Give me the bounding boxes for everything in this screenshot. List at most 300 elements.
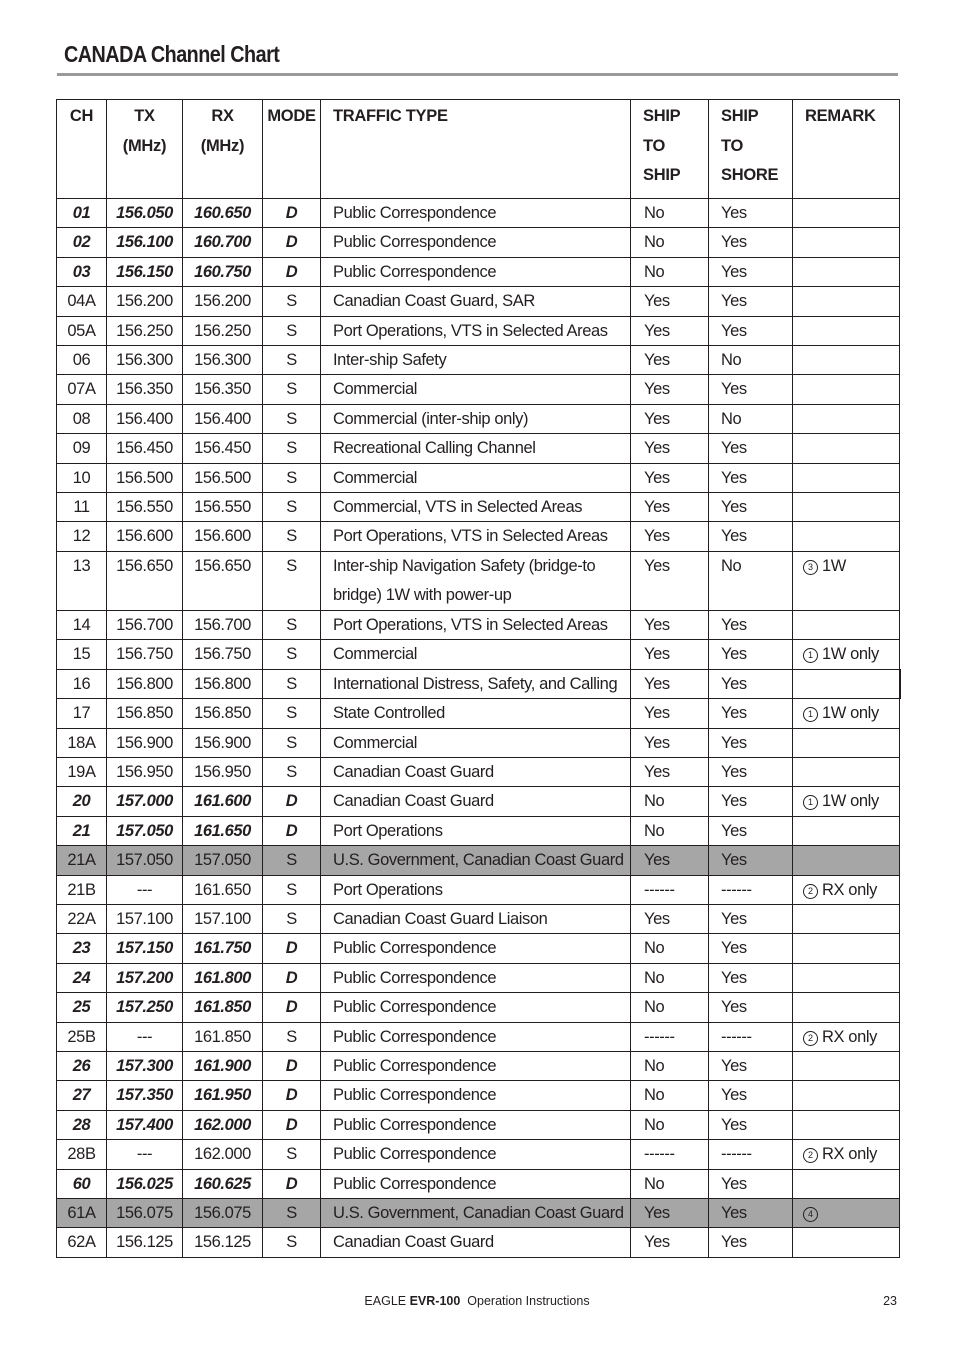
cell-channel: 05A xyxy=(57,316,107,345)
cell-rx-frequency: 161.850 xyxy=(183,1022,263,1051)
cell-ship-to-shore: Yes xyxy=(709,904,793,933)
table-row xyxy=(57,199,900,228)
cell-ship-to-shore: Yes xyxy=(709,522,793,551)
footnote-circle-icon: 2 xyxy=(803,1031,818,1046)
cell-remark xyxy=(793,816,900,845)
cell-rx-frequency: 161.650 xyxy=(183,875,263,904)
cell-remark xyxy=(793,375,900,404)
cell-remark xyxy=(793,551,900,610)
header-row xyxy=(57,100,900,199)
cell-ship-to-ship: No xyxy=(631,963,709,992)
remark-text: 1W xyxy=(822,556,846,575)
cell-mode: S xyxy=(263,846,321,875)
cell-channel: 06 xyxy=(57,346,107,375)
cell-traffic-type: Public Correspondence xyxy=(321,934,631,963)
cell-rx-frequency: 162.000 xyxy=(183,1140,263,1169)
cell-ship-to-shore: Yes xyxy=(709,463,793,492)
cell-rx-frequency: 156.200 xyxy=(183,287,263,316)
cell-channel: 28B xyxy=(57,1140,107,1169)
cell-tx-frequency: 157.050 xyxy=(107,846,183,875)
cell-tx-frequency: 156.125 xyxy=(107,1228,183,1257)
table-row xyxy=(57,816,900,845)
cell-traffic-type: Inter-ship Safety xyxy=(321,346,631,375)
cell-traffic-type: Commercial xyxy=(321,375,631,404)
cell-tx-frequency: 157.300 xyxy=(107,1051,183,1080)
cell-channel: 12 xyxy=(57,522,107,551)
cell-mode: S xyxy=(263,316,321,345)
cell-mode: S xyxy=(263,1140,321,1169)
footnote-circle-icon: 1 xyxy=(803,648,818,663)
cell-traffic-type: Commercial, VTS in Selected Areas xyxy=(321,493,631,522)
cell-remark xyxy=(793,610,900,639)
footer-model: EVR-100 xyxy=(409,1294,461,1308)
cell-channel: 15 xyxy=(57,640,107,669)
cell-ship-to-shore: Yes xyxy=(709,199,793,228)
cell-ship-to-ship: Yes xyxy=(631,1228,709,1257)
cell-remark xyxy=(793,493,900,522)
cell-channel: 28 xyxy=(57,1110,107,1139)
table-row xyxy=(57,287,900,316)
table-row xyxy=(57,1051,900,1080)
table-row xyxy=(57,963,900,992)
cell-ship-to-ship: Yes xyxy=(631,463,709,492)
cell-mode: D xyxy=(263,1169,321,1198)
cell-tx-frequency: 156.800 xyxy=(107,669,183,698)
table-row xyxy=(57,875,900,904)
cell-ship-to-ship: Yes xyxy=(631,316,709,345)
cell-ship-to-ship: Yes xyxy=(631,640,709,669)
cell-ship-to-shore: Yes xyxy=(709,934,793,963)
cell-ship-to-shore: Yes xyxy=(709,610,793,639)
cell-channel: 07A xyxy=(57,375,107,404)
cell-mode: D xyxy=(263,228,321,257)
cell-traffic-type: Commercial xyxy=(321,463,631,492)
cell-rx-frequency: 160.625 xyxy=(183,1169,263,1198)
cell-channel: 25B xyxy=(57,1022,107,1051)
cell-tx-frequency: 156.350 xyxy=(107,375,183,404)
cell-ship-to-shore: ------ xyxy=(709,1140,793,1169)
table-row xyxy=(57,757,900,786)
title-underline xyxy=(57,73,898,76)
cell-channel: 21B xyxy=(57,875,107,904)
cell-remark xyxy=(793,1081,900,1110)
cell-channel: 16 xyxy=(57,669,107,698)
cell-mode: S xyxy=(263,493,321,522)
cell-ship-to-ship: Yes xyxy=(631,375,709,404)
cell-rx-frequency: 161.750 xyxy=(183,934,263,963)
cell-ship-to-shore: Yes xyxy=(709,1081,793,1110)
cell-traffic-type: Port Operations, VTS in Selected Areas xyxy=(321,316,631,345)
cell-channel: 18A xyxy=(57,728,107,757)
cell-remark xyxy=(793,934,900,963)
cell-ship-to-ship: No xyxy=(631,1081,709,1110)
cell-remark xyxy=(793,904,900,933)
cell-rx-frequency: 156.700 xyxy=(183,610,263,639)
cell-ship-to-shore: ------ xyxy=(709,875,793,904)
cell-ship-to-ship: Yes xyxy=(631,846,709,875)
header-ship-to-shore: SHIP TO SHORE xyxy=(709,100,793,199)
cell-traffic-type: Recreational Calling Channel xyxy=(321,434,631,463)
cell-mode: S xyxy=(263,640,321,669)
cell-remark xyxy=(793,787,900,816)
cell-ship-to-shore: Yes xyxy=(709,816,793,845)
cell-traffic-type: Public Correspondence xyxy=(321,1169,631,1198)
cell-ship-to-ship: ------ xyxy=(631,1140,709,1169)
cell-tx-frequency: 156.250 xyxy=(107,316,183,345)
cell-tx-frequency: --- xyxy=(107,875,183,904)
cell-mode: S xyxy=(263,669,321,698)
cell-mode: S xyxy=(263,1199,321,1228)
cell-channel: 09 xyxy=(57,434,107,463)
cell-traffic-type: Public Correspondence xyxy=(321,228,631,257)
table-row xyxy=(57,1022,900,1051)
cell-ship-to-ship: No xyxy=(631,1051,709,1080)
cell-rx-frequency: 162.000 xyxy=(183,1110,263,1139)
cell-ship-to-shore: Yes xyxy=(709,1199,793,1228)
cell-traffic-type: Public Correspondence xyxy=(321,1051,631,1080)
cell-mode: S xyxy=(263,1228,321,1257)
cell-ship-to-shore: Yes xyxy=(709,228,793,257)
cell-ship-to-shore: Yes xyxy=(709,287,793,316)
header-remark: REMARK xyxy=(793,100,900,199)
cell-traffic-type: Public Correspondence xyxy=(321,993,631,1022)
cell-mode: D xyxy=(263,1051,321,1080)
header-tx: TX (MHz) xyxy=(107,100,183,199)
cell-mode: D xyxy=(263,199,321,228)
table-row xyxy=(57,610,900,639)
cell-remark xyxy=(793,669,900,698)
cell-mode: S xyxy=(263,728,321,757)
cell-tx-frequency: 157.250 xyxy=(107,993,183,1022)
cell-mode: S xyxy=(263,463,321,492)
remark-text: 1W only xyxy=(822,645,879,664)
cell-tx-frequency: 156.900 xyxy=(107,728,183,757)
cell-rx-frequency: 161.900 xyxy=(183,1051,263,1080)
cell-traffic-type: Port Operations, VTS in Selected Areas xyxy=(321,522,631,551)
footnote-circle-icon: 2 xyxy=(803,884,818,899)
cell-traffic-type: Public Correspondence xyxy=(321,1140,631,1169)
cell-mode: D xyxy=(263,1081,321,1110)
table-row xyxy=(57,1169,900,1198)
cell-channel: 21 xyxy=(57,816,107,845)
cell-mode: S xyxy=(263,346,321,375)
cell-mode: D xyxy=(263,816,321,845)
cell-tx-frequency: 157.400 xyxy=(107,1110,183,1139)
table-row xyxy=(57,493,900,522)
cell-ship-to-ship: Yes xyxy=(631,610,709,639)
cell-mode: S xyxy=(263,757,321,786)
cell-ship-to-shore: Yes xyxy=(709,375,793,404)
header-mode: MODE xyxy=(263,100,321,199)
cell-ship-to-ship: No xyxy=(631,1110,709,1139)
cell-traffic-type: Public Correspondence xyxy=(321,1081,631,1110)
cell-tx-frequency: 157.000 xyxy=(107,787,183,816)
cell-remark xyxy=(793,1022,900,1051)
remark-text: 1W only xyxy=(822,704,879,723)
cell-mode: S xyxy=(263,287,321,316)
cell-remark xyxy=(793,346,900,375)
cell-channel: 04A xyxy=(57,287,107,316)
footer-brand: EAGLE xyxy=(364,1294,407,1308)
cell-ship-to-ship: Yes xyxy=(631,522,709,551)
table-row xyxy=(57,434,900,463)
cell-tx-frequency: 156.750 xyxy=(107,640,183,669)
cell-ship-to-shore: Yes xyxy=(709,316,793,345)
cell-ship-to-shore: Yes xyxy=(709,1169,793,1198)
table-row xyxy=(57,228,900,257)
cell-rx-frequency: 156.125 xyxy=(183,1228,263,1257)
cell-tx-frequency: 156.200 xyxy=(107,287,183,316)
cell-channel: 14 xyxy=(57,610,107,639)
cell-channel: 24 xyxy=(57,963,107,992)
cell-rx-frequency: 161.950 xyxy=(183,1081,263,1110)
cell-mode: S xyxy=(263,610,321,639)
cell-mode: S xyxy=(263,904,321,933)
table-row xyxy=(57,728,900,757)
cell-ship-to-ship: No xyxy=(631,934,709,963)
table-row xyxy=(57,904,900,933)
cell-tx-frequency: 156.850 xyxy=(107,699,183,728)
remark-text: RX only xyxy=(822,880,877,899)
cell-channel: 08 xyxy=(57,404,107,433)
cell-tx-frequency: --- xyxy=(107,1140,183,1169)
cell-traffic-type: Canadian Coast Guard, SAR xyxy=(321,287,631,316)
cell-mode: S xyxy=(263,551,321,610)
cell-channel: 11 xyxy=(57,493,107,522)
cell-tx-frequency: 156.150 xyxy=(107,257,183,286)
table-row xyxy=(57,551,900,610)
cell-traffic-type: U.S. Government, Canadian Coast Guard xyxy=(321,1199,631,1228)
cell-tx-frequency: 156.100 xyxy=(107,228,183,257)
cell-ship-to-ship: Yes xyxy=(631,493,709,522)
cell-ship-to-shore: Yes xyxy=(709,963,793,992)
cell-channel: 13 xyxy=(57,551,107,610)
cell-tx-frequency: 157.200 xyxy=(107,963,183,992)
cell-remark xyxy=(793,287,900,316)
cell-tx-frequency: 157.100 xyxy=(107,904,183,933)
cell-remark xyxy=(793,1051,900,1080)
cell-remark xyxy=(793,728,900,757)
cell-tx-frequency: 156.450 xyxy=(107,434,183,463)
cell-remark xyxy=(793,640,900,669)
header-traffic-type: TRAFFIC TYPE xyxy=(321,100,631,199)
cell-rx-frequency: 156.400 xyxy=(183,404,263,433)
cell-ship-to-ship: Yes xyxy=(631,404,709,433)
remark-text: 1W only xyxy=(822,792,879,811)
cell-tx-frequency: 156.050 xyxy=(107,199,183,228)
channel-chart-table xyxy=(56,99,901,1258)
header-ship-to-ship: SHIP TO SHIP xyxy=(631,100,709,199)
cell-tx-frequency: 157.150 xyxy=(107,934,183,963)
cell-channel: 02 xyxy=(57,228,107,257)
cell-ship-to-ship: Yes xyxy=(631,434,709,463)
table-row xyxy=(57,257,900,286)
cell-ship-to-shore: Yes xyxy=(709,434,793,463)
cell-remark xyxy=(793,404,900,433)
cell-traffic-type: Inter-ship Navigation Safety (bridge-to bridge) 1W with power-up xyxy=(321,551,631,610)
cell-channel: 17 xyxy=(57,699,107,728)
cell-remark xyxy=(793,846,900,875)
cell-mode: D xyxy=(263,257,321,286)
cell-ship-to-shore: Yes xyxy=(709,1051,793,1080)
cell-channel: 25 xyxy=(57,993,107,1022)
cell-ship-to-shore: No xyxy=(709,404,793,433)
cell-tx-frequency: 156.300 xyxy=(107,346,183,375)
cell-ship-to-ship: Yes xyxy=(631,346,709,375)
cell-remark xyxy=(793,463,900,492)
cell-channel: 23 xyxy=(57,934,107,963)
remark-text: RX only xyxy=(822,1145,877,1164)
table-row xyxy=(57,846,900,875)
cell-traffic-type: State Controlled xyxy=(321,699,631,728)
table-row xyxy=(57,522,900,551)
cell-mode: S xyxy=(263,434,321,463)
cell-channel: 01 xyxy=(57,199,107,228)
cell-remark xyxy=(793,757,900,786)
cell-tx-frequency: 157.350 xyxy=(107,1081,183,1110)
cell-remark xyxy=(793,1199,900,1228)
table-row xyxy=(57,404,900,433)
cell-remark xyxy=(793,699,900,728)
table-row xyxy=(57,1081,900,1110)
cell-rx-frequency: 161.800 xyxy=(183,963,263,992)
cell-ship-to-ship: Yes xyxy=(631,757,709,786)
footer-document-title xyxy=(0,1294,954,1308)
cell-rx-frequency: 156.900 xyxy=(183,728,263,757)
cell-rx-frequency: 160.750 xyxy=(183,257,263,286)
cell-mode: D xyxy=(263,1110,321,1139)
table-row xyxy=(57,375,900,404)
cell-rx-frequency: 156.300 xyxy=(183,346,263,375)
cell-ship-to-shore: Yes xyxy=(709,699,793,728)
cell-tx-frequency: 156.500 xyxy=(107,463,183,492)
cell-rx-frequency: 156.075 xyxy=(183,1199,263,1228)
cell-remark xyxy=(793,993,900,1022)
cell-mode: S xyxy=(263,875,321,904)
cell-ship-to-shore: Yes xyxy=(709,787,793,816)
cell-tx-frequency: 156.075 xyxy=(107,1199,183,1228)
cell-rx-frequency: 156.950 xyxy=(183,757,263,786)
cell-traffic-type: International Distress, Safety, and Calling xyxy=(321,669,631,698)
cell-remark xyxy=(793,228,900,257)
cell-tx-frequency: 156.600 xyxy=(107,522,183,551)
cell-remark xyxy=(793,522,900,551)
cell-rx-frequency: 156.250 xyxy=(183,316,263,345)
header-ch: CH xyxy=(57,100,107,199)
cell-ship-to-shore: Yes xyxy=(709,757,793,786)
cell-ship-to-shore: Yes xyxy=(709,846,793,875)
table-row xyxy=(57,1140,900,1169)
cell-mode: D xyxy=(263,934,321,963)
cell-traffic-type: Port Operations xyxy=(321,875,631,904)
cell-ship-to-ship: Yes xyxy=(631,287,709,316)
cell-channel: 62A xyxy=(57,1228,107,1257)
cell-ship-to-shore: Yes xyxy=(709,728,793,757)
cell-traffic-type: Canadian Coast Guard xyxy=(321,757,631,786)
table-row xyxy=(57,934,900,963)
page-title: CANADA Channel Chart xyxy=(64,41,280,67)
cell-tx-frequency: 157.050 xyxy=(107,816,183,845)
cell-channel: 10 xyxy=(57,463,107,492)
cell-channel: 21A xyxy=(57,846,107,875)
cell-ship-to-ship: Yes xyxy=(631,699,709,728)
cell-traffic-type: Canadian Coast Guard xyxy=(321,787,631,816)
cell-rx-frequency: 156.500 xyxy=(183,463,263,492)
footnote-circle-icon: 1 xyxy=(803,795,818,810)
table-row xyxy=(57,1228,900,1257)
cell-ship-to-ship: No xyxy=(631,199,709,228)
table-row xyxy=(57,640,900,669)
cell-ship-to-ship: Yes xyxy=(631,904,709,933)
cell-ship-to-shore: Yes xyxy=(709,1228,793,1257)
cell-mode: S xyxy=(263,1022,321,1051)
cell-rx-frequency: 156.750 xyxy=(183,640,263,669)
cell-ship-to-ship: No xyxy=(631,787,709,816)
cell-tx-frequency: 156.400 xyxy=(107,404,183,433)
footnote-circle-icon: 2 xyxy=(803,1148,818,1163)
cell-rx-frequency: 160.700 xyxy=(183,228,263,257)
cell-mode: S xyxy=(263,699,321,728)
cell-remark xyxy=(793,1228,900,1257)
cell-traffic-type: Port Operations xyxy=(321,816,631,845)
cell-rx-frequency: 156.600 xyxy=(183,522,263,551)
cell-channel: 61A xyxy=(57,1199,107,1228)
cell-mode: S xyxy=(263,522,321,551)
table-row xyxy=(57,993,900,1022)
cell-ship-to-shore: Yes xyxy=(709,257,793,286)
cell-rx-frequency: 157.050 xyxy=(183,846,263,875)
cell-ship-to-ship: ------ xyxy=(631,875,709,904)
cell-traffic-type: Public Correspondence xyxy=(321,257,631,286)
table-row xyxy=(57,346,900,375)
cell-traffic-type: Commercial xyxy=(321,640,631,669)
cell-ship-to-ship: Yes xyxy=(631,669,709,698)
cell-rx-frequency: 156.650 xyxy=(183,551,263,610)
cell-traffic-type: Port Operations, VTS in Selected Areas xyxy=(321,610,631,639)
cell-ship-to-shore: Yes xyxy=(709,640,793,669)
cell-ship-to-ship: No xyxy=(631,257,709,286)
cell-traffic-type: Public Correspondence xyxy=(321,1022,631,1051)
cell-ship-to-ship: Yes xyxy=(631,728,709,757)
cell-remark xyxy=(793,199,900,228)
cell-remark xyxy=(793,1140,900,1169)
cell-channel: 22A xyxy=(57,904,107,933)
cell-rx-frequency: 156.800 xyxy=(183,669,263,698)
cell-ship-to-ship: No xyxy=(631,228,709,257)
footnote-circle-icon: 4 xyxy=(803,1207,818,1222)
cell-remark xyxy=(793,875,900,904)
cell-channel: 60 xyxy=(57,1169,107,1198)
cell-rx-frequency: 156.850 xyxy=(183,699,263,728)
cell-mode: S xyxy=(263,375,321,404)
cell-mode: D xyxy=(263,963,321,992)
cell-rx-frequency: 161.850 xyxy=(183,993,263,1022)
cell-tx-frequency: --- xyxy=(107,1022,183,1051)
cell-remark xyxy=(793,316,900,345)
cell-mode: D xyxy=(263,787,321,816)
cell-rx-frequency: 156.450 xyxy=(183,434,263,463)
cell-tx-frequency: 156.950 xyxy=(107,757,183,786)
cell-ship-to-ship: No xyxy=(631,993,709,1022)
cell-ship-to-shore: Yes xyxy=(709,1110,793,1139)
cell-ship-to-shore: Yes xyxy=(709,993,793,1022)
footnote-circle-icon: 1 xyxy=(803,707,818,722)
table-row xyxy=(57,669,900,698)
remark-text: RX only xyxy=(822,1027,877,1046)
cell-traffic-type: U.S. Government, Canadian Coast Guard xyxy=(321,846,631,875)
cell-rx-frequency: 160.650 xyxy=(183,199,263,228)
cell-traffic-type: Commercial xyxy=(321,728,631,757)
